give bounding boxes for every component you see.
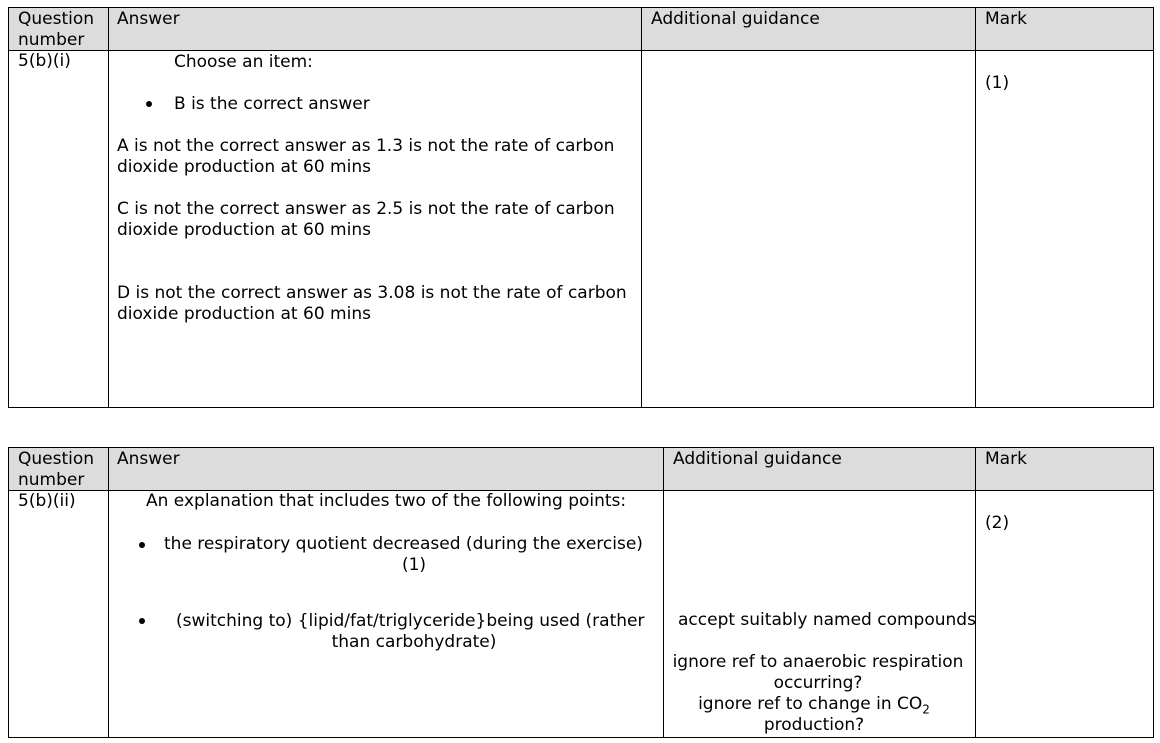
point-1-line-2: (1) [401, 555, 427, 575]
header-answer: Answer [117, 9, 180, 29]
option-d-line: D is not the correct answer as 3.08 is not the rate of carbon [117, 283, 627, 303]
bullet-icon [146, 101, 152, 107]
guidance-line: ignore ref to anaerobic respiration [672, 652, 964, 672]
option-c-line: dioxide production at 60 mins [117, 220, 371, 240]
header-mark: Mark [985, 449, 1027, 469]
mark-value: (1) [985, 73, 1010, 93]
option-c-explanation [117, 199, 615, 241]
header-question-number [18, 9, 94, 51]
mark-value: (2) [985, 513, 1010, 533]
header-answer: Answer [117, 449, 180, 469]
question-number: 5(b)(ii) [18, 491, 76, 511]
point-2-line-1: (switching to) {lipid/fat/triglyceride}being used (rather [176, 611, 645, 631]
option-d-explanation [117, 283, 627, 325]
guidance-ignore-co2 [669, 694, 959, 736]
column-divider [663, 448, 664, 737]
option-a-line: dioxide production at 60 mins [117, 157, 371, 177]
header-question-line: Question [18, 449, 95, 469]
header-question-number [18, 449, 94, 491]
column-divider [108, 8, 109, 407]
correct-answer-text: B is the correct answer [174, 94, 370, 114]
option-d-line: dioxide production at 60 mins [117, 304, 371, 324]
column-divider [975, 448, 976, 737]
header-additional-guidance: Additional guidance [651, 9, 820, 29]
point-1-line-1: the respiratory quotient decreased (during the exercise) [164, 534, 643, 554]
table-1-header-row [9, 8, 1153, 51]
column-divider [108, 448, 109, 737]
header-mark: Mark [985, 9, 1027, 29]
guidance-accept: accept suitably named compounds [678, 610, 976, 630]
point-2-line-2: than carbohydrate) [331, 632, 497, 652]
header-question-line: Question [18, 9, 95, 29]
guidance-line [669, 694, 959, 715]
subscript-2: 2 [922, 702, 930, 717]
mark-scheme-table-1 [8, 7, 1154, 408]
guidance-ignore-anaerobic [669, 652, 967, 694]
guidance-line: production? [763, 715, 865, 735]
option-a-explanation [117, 136, 614, 178]
table-2-header-row [9, 448, 1153, 491]
guidance-line: occurring? [773, 673, 863, 693]
answer-intro: An explanation that includes two of the following points: [146, 491, 627, 511]
option-a-line: A is not the correct answer as 1.3 is not the rate of carbon [117, 136, 615, 156]
header-number-line: number [18, 470, 85, 490]
bullet-icon [139, 542, 145, 548]
guidance-co2-text: ignore ref to change in CO [698, 694, 923, 714]
question-number: 5(b)(i) [18, 51, 71, 71]
header-number-line: number [18, 30, 85, 50]
bullet-icon [139, 618, 145, 624]
header-additional-guidance: Additional guidance [673, 449, 842, 469]
column-divider [975, 8, 976, 407]
mark-scheme-table-2 [8, 447, 1154, 738]
option-c-line: C is not the correct answer as 2.5 is not the rate of carbon [117, 199, 615, 219]
column-divider [641, 8, 642, 407]
choose-item-prompt: Choose an item: [174, 52, 313, 72]
